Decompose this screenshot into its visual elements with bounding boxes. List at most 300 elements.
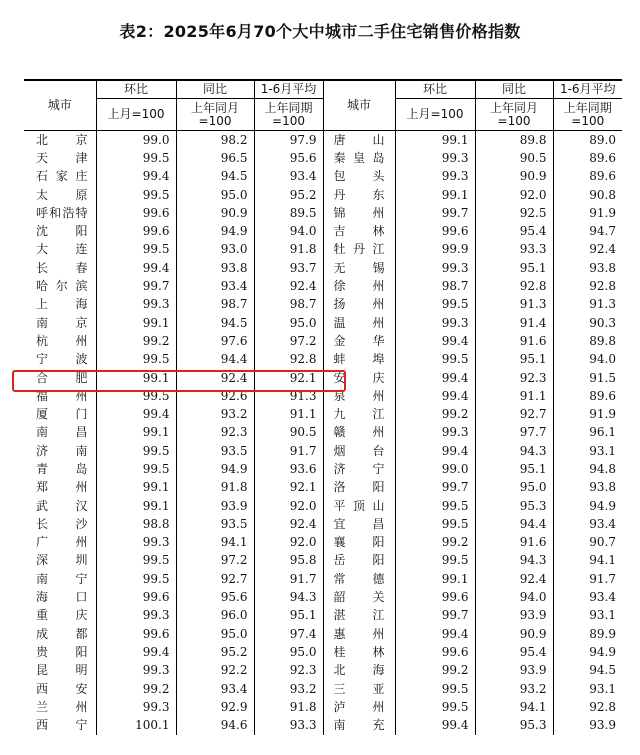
avg-cell-left: 91.7 <box>254 570 323 588</box>
table-row <box>24 222 622 240</box>
avg-cell-left: 97.9 <box>254 131 323 150</box>
avg-cell-left: 95.0 <box>254 643 323 661</box>
table-row <box>24 625 622 643</box>
avg-cell-right: 94.1 <box>553 552 622 570</box>
mom-cell-right: 99.5 <box>395 680 475 698</box>
city-cell-right: 三亚 <box>323 680 395 698</box>
table-row <box>24 168 622 186</box>
avg-cell-left: 90.5 <box>254 424 323 442</box>
avg-cell-right: 94.7 <box>553 222 622 240</box>
table-row <box>24 149 622 167</box>
city-cell-right: 襄阳 <box>323 534 395 552</box>
avg-cell-left: 94.0 <box>254 222 323 240</box>
yoy-cell-left: 90.9 <box>176 204 254 222</box>
avg-cell-left: 92.0 <box>254 497 323 515</box>
header-mom-right: 环比 <box>395 80 475 99</box>
city-cell-right: 扬州 <box>323 296 395 314</box>
table-row <box>24 607 622 625</box>
avg-cell-left: 92.1 <box>254 369 323 387</box>
mom-cell-right: 99.7 <box>395 607 475 625</box>
mom-cell-right: 99.5 <box>395 552 475 570</box>
avg-cell-left: 95.8 <box>254 552 323 570</box>
yoy-cell-right: 97.7 <box>475 424 553 442</box>
header-avg-base-left: 上年同期 =100 <box>254 99 323 131</box>
avg-cell-right: 91.5 <box>553 369 622 387</box>
city-cell-right: 济宁 <box>323 460 395 478</box>
yoy-cell-left: 93.9 <box>176 497 254 515</box>
city-cell-left: 西安 <box>36 681 88 696</box>
mom-cell-right: 99.9 <box>395 241 475 259</box>
city-cell-right: 北海 <box>323 662 395 680</box>
price-index-table <box>24 79 622 735</box>
city-cell-left: 石家庄 <box>36 169 88 184</box>
city-cell-left: 济南 <box>36 443 88 458</box>
mom-cell-right: 99.3 <box>395 259 475 277</box>
mom-cell-left: 99.3 <box>96 296 176 314</box>
city-cell-left: 深圳 <box>36 553 88 568</box>
mom-cell-right: 99.3 <box>395 149 475 167</box>
avg-cell-left: 89.5 <box>254 204 323 222</box>
city-cell-left: 青岛 <box>36 461 88 476</box>
mom-cell-right: 99.4 <box>395 625 475 643</box>
table-row <box>24 534 622 552</box>
mom-cell-right: 99.7 <box>395 479 475 497</box>
city-cell-left: 长沙 <box>36 516 88 531</box>
avg-cell-right: 93.1 <box>553 680 622 698</box>
header-yoy-left: 同比 <box>176 80 254 99</box>
yoy-cell-right: 91.6 <box>475 332 553 350</box>
mom-cell-left: 99.2 <box>96 332 176 350</box>
table-row <box>24 497 622 515</box>
table-header <box>24 80 622 131</box>
yoy-cell-left: 94.9 <box>176 222 254 240</box>
city-cell-right: 湛江 <box>323 607 395 625</box>
city-cell-right: 泸州 <box>323 698 395 716</box>
avg-cell-left: 98.7 <box>254 296 323 314</box>
header-city-left: 城市 <box>24 80 96 131</box>
city-cell-right: 牡丹江 <box>323 241 395 259</box>
highlight-box <box>12 370 346 392</box>
mom-cell-left: 99.5 <box>96 241 176 259</box>
avg-cell-right: 92.8 <box>553 277 622 295</box>
table-row <box>24 460 622 478</box>
mom-cell-left: 98.8 <box>96 515 176 533</box>
avg-cell-right: 94.9 <box>553 643 622 661</box>
table-row <box>24 680 622 698</box>
yoy-cell-right: 95.4 <box>475 222 553 240</box>
city-cell-right: 惠州 <box>323 625 395 643</box>
city-cell-right: 南充 <box>323 717 395 735</box>
city-cell-left: 兰州 <box>36 699 88 714</box>
avg-cell-left: 93.4 <box>254 168 323 186</box>
avg-cell-right: 89.9 <box>553 625 622 643</box>
city-cell-right: 韶关 <box>323 588 395 606</box>
yoy-cell-left: 94.4 <box>176 351 254 369</box>
mom-cell-right: 99.5 <box>395 497 475 515</box>
avg-cell-right: 91.7 <box>553 570 622 588</box>
city-cell-left: 大连 <box>36 242 88 257</box>
yoy-cell-left: 93.0 <box>176 241 254 259</box>
yoy-cell-right: 90.9 <box>475 625 553 643</box>
avg-cell-left: 95.1 <box>254 607 323 625</box>
table-row <box>24 241 622 259</box>
mom-cell-right: 99.2 <box>395 662 475 680</box>
city-cell-right: 烟台 <box>323 442 395 460</box>
mom-cell-left: 99.5 <box>96 442 176 460</box>
yoy-cell-right: 95.3 <box>475 497 553 515</box>
city-cell-left: 长春 <box>36 260 88 275</box>
avg-cell-right: 94.9 <box>553 497 622 515</box>
yoy-cell-right: 93.2 <box>475 680 553 698</box>
city-cell-right: 洛阳 <box>323 479 395 497</box>
city-cell-left: 南宁 <box>36 571 88 586</box>
avg-cell-right: 92.4 <box>553 241 622 259</box>
table-row <box>24 515 622 533</box>
city-cell-left: 杭州 <box>36 333 88 348</box>
avg-cell-right: 93.1 <box>553 442 622 460</box>
avg-cell-right: 89.6 <box>553 168 622 186</box>
avg-cell-left: 97.4 <box>254 625 323 643</box>
table-row <box>24 186 622 204</box>
mom-cell-left: 99.3 <box>96 662 176 680</box>
yoy-cell-right: 93.9 <box>475 662 553 680</box>
city-cell-left: 福州 <box>36 388 88 403</box>
city-cell-left: 贵阳 <box>36 644 88 659</box>
mom-cell-left: 99.3 <box>96 698 176 716</box>
table-row <box>24 131 622 150</box>
avg-cell-right: 93.8 <box>553 259 622 277</box>
city-cell-left: 上海 <box>36 297 88 312</box>
city-cell-right: 徐州 <box>323 277 395 295</box>
table-row <box>24 717 622 735</box>
yoy-cell-left: 91.8 <box>176 479 254 497</box>
table-row <box>24 662 622 680</box>
yoy-cell-left: 94.9 <box>176 460 254 478</box>
yoy-cell-right: 90.5 <box>475 149 553 167</box>
yoy-cell-left: 97.6 <box>176 332 254 350</box>
mom-cell-left: 99.6 <box>96 204 176 222</box>
table-row <box>24 643 622 661</box>
avg-cell-right: 93.1 <box>553 607 622 625</box>
mom-cell-left: 99.3 <box>96 534 176 552</box>
avg-cell-right: 89.6 <box>553 387 622 405</box>
yoy-cell-left: 93.8 <box>176 259 254 277</box>
avg-cell-right: 89.8 <box>553 332 622 350</box>
mom-cell-left: 99.1 <box>96 424 176 442</box>
yoy-cell-left: 95.6 <box>176 588 254 606</box>
city-cell-right: 丹东 <box>323 186 395 204</box>
mom-cell-right: 99.6 <box>395 588 475 606</box>
mom-cell-right: 99.6 <box>395 222 475 240</box>
mom-cell-right: 99.3 <box>395 168 475 186</box>
mom-cell-left: 99.1 <box>96 369 176 387</box>
avg-cell-right: 94.5 <box>553 662 622 680</box>
mom-cell-left: 99.1 <box>96 314 176 332</box>
yoy-cell-right: 94.3 <box>475 552 553 570</box>
header-yoy-base-left: 上年同月 =100 <box>176 99 254 131</box>
yoy-cell-left: 96.0 <box>176 607 254 625</box>
mom-cell-left: 99.4 <box>96 405 176 423</box>
avg-cell-left: 91.8 <box>254 698 323 716</box>
yoy-cell-left: 93.2 <box>176 405 254 423</box>
yoy-cell-left: 95.0 <box>176 625 254 643</box>
mom-cell-left: 99.5 <box>96 351 176 369</box>
avg-cell-left: 95.6 <box>254 149 323 167</box>
mom-cell-left: 99.1 <box>96 497 176 515</box>
table-row <box>24 442 622 460</box>
yoy-cell-left: 94.6 <box>176 717 254 735</box>
yoy-cell-right: 91.6 <box>475 534 553 552</box>
header-avg-base-right: 上年同期 =100 <box>553 99 622 131</box>
avg-cell-right: 91.9 <box>553 204 622 222</box>
yoy-cell-right: 91.1 <box>475 387 553 405</box>
city-cell-right: 宜昌 <box>323 515 395 533</box>
mom-cell-left: 99.6 <box>96 625 176 643</box>
avg-cell-right: 89.6 <box>553 149 622 167</box>
avg-cell-left: 95.2 <box>254 186 323 204</box>
avg-cell-right: 94.8 <box>553 460 622 478</box>
mom-cell-left: 99.5 <box>96 186 176 204</box>
avg-cell-left: 92.4 <box>254 277 323 295</box>
mom-cell-left: 100.1 <box>96 717 176 735</box>
avg-cell-right: 92.8 <box>553 698 622 716</box>
yoy-cell-left: 92.2 <box>176 662 254 680</box>
table-body <box>24 131 622 735</box>
mom-cell-right: 99.1 <box>395 131 475 150</box>
avg-cell-right: 93.9 <box>553 717 622 735</box>
mom-cell-right: 99.1 <box>395 186 475 204</box>
yoy-cell-left: 93.5 <box>176 515 254 533</box>
yoy-cell-right: 92.3 <box>475 369 553 387</box>
table-row <box>24 296 622 314</box>
city-cell-left: 天津 <box>36 150 88 165</box>
yoy-cell-right: 95.3 <box>475 717 553 735</box>
yoy-cell-left: 98.7 <box>176 296 254 314</box>
table-row <box>24 698 622 716</box>
table-row <box>24 552 622 570</box>
mom-cell-right: 99.4 <box>395 717 475 735</box>
yoy-cell-right: 89.8 <box>475 131 553 150</box>
mom-cell-right: 98.7 <box>395 277 475 295</box>
avg-cell-right: 90.7 <box>553 534 622 552</box>
mom-cell-left: 99.0 <box>96 131 176 150</box>
yoy-cell-right: 95.1 <box>475 460 553 478</box>
city-cell-right: 平顶山 <box>323 497 395 515</box>
avg-cell-left: 92.1 <box>254 479 323 497</box>
mom-cell-left: 99.6 <box>96 588 176 606</box>
header-yoy-base-right: 上年同月 =100 <box>475 99 553 131</box>
mom-cell-left: 99.5 <box>96 387 176 405</box>
mom-cell-right: 99.2 <box>395 534 475 552</box>
yoy-cell-right: 93.3 <box>475 241 553 259</box>
city-cell-left: 成都 <box>36 626 88 641</box>
yoy-cell-left: 96.5 <box>176 149 254 167</box>
city-cell-right: 安庆 <box>323 369 395 387</box>
mom-cell-left: 99.6 <box>96 222 176 240</box>
header-city-right: 城市 <box>323 80 395 131</box>
header-mom-base-right: 上月=100 <box>395 99 475 131</box>
yoy-cell-left: 92.7 <box>176 570 254 588</box>
avg-cell-right: 91.3 <box>553 296 622 314</box>
city-cell-left: 南京 <box>36 315 88 330</box>
mom-cell-left: 99.2 <box>96 680 176 698</box>
yoy-cell-right: 91.3 <box>475 296 553 314</box>
mom-cell-right: 99.4 <box>395 387 475 405</box>
yoy-cell-right: 92.5 <box>475 204 553 222</box>
avg-cell-right: 93.4 <box>553 588 622 606</box>
mom-cell-right: 99.1 <box>395 570 475 588</box>
city-cell-right: 赣州 <box>323 424 395 442</box>
avg-cell-left: 94.3 <box>254 588 323 606</box>
city-cell-right: 泉州 <box>323 387 395 405</box>
city-cell-left: 厦门 <box>36 407 88 422</box>
yoy-cell-right: 91.4 <box>475 314 553 332</box>
city-cell-right: 桂林 <box>323 643 395 661</box>
yoy-cell-left: 92.9 <box>176 698 254 716</box>
yoy-cell-right: 94.4 <box>475 515 553 533</box>
yoy-cell-right: 92.4 <box>475 570 553 588</box>
avg-cell-right: 93.8 <box>553 479 622 497</box>
yoy-cell-right: 95.1 <box>475 259 553 277</box>
yoy-cell-right: 95.1 <box>475 351 553 369</box>
avg-cell-left: 93.2 <box>254 680 323 698</box>
mom-cell-right: 99.2 <box>395 405 475 423</box>
city-cell-left: 太原 <box>36 187 88 202</box>
mom-cell-left: 99.7 <box>96 277 176 295</box>
avg-cell-right: 89.0 <box>553 131 622 150</box>
header-yoy-right: 同比 <box>475 80 553 99</box>
yoy-cell-left: 92.4 <box>176 369 254 387</box>
city-cell-left: 西宁 <box>36 718 88 733</box>
mom-cell-right: 99.7 <box>395 204 475 222</box>
price-index-table-container <box>24 79 622 755</box>
mom-cell-left: 99.4 <box>96 168 176 186</box>
mom-cell-left: 99.5 <box>96 552 176 570</box>
mom-cell-left: 99.5 <box>96 460 176 478</box>
mom-cell-left: 99.3 <box>96 607 176 625</box>
mom-cell-right: 99.4 <box>395 369 475 387</box>
yoy-cell-left: 94.5 <box>176 168 254 186</box>
table-row <box>24 351 622 369</box>
avg-cell-left: 93.3 <box>254 717 323 735</box>
city-cell-right: 温州 <box>323 314 395 332</box>
mom-cell-right: 99.0 <box>395 460 475 478</box>
avg-cell-right: 90.3 <box>553 314 622 332</box>
yoy-cell-left: 93.5 <box>176 442 254 460</box>
city-cell-left: 广州 <box>36 535 88 550</box>
header-mom-base-left: 上月=100 <box>96 99 176 131</box>
yoy-cell-left: 95.0 <box>176 186 254 204</box>
mom-cell-right: 99.5 <box>395 351 475 369</box>
header-avg-left: 1-6月平均 <box>254 80 323 99</box>
avg-cell-right: 94.0 <box>553 351 622 369</box>
avg-cell-left: 93.7 <box>254 259 323 277</box>
yoy-cell-left: 93.4 <box>176 680 254 698</box>
header-avg-right: 1-6月平均 <box>553 80 622 99</box>
table-row <box>24 424 622 442</box>
header-mom-left: 环比 <box>96 80 176 99</box>
city-cell-left: 合肥 <box>36 370 88 385</box>
avg-cell-left: 92.3 <box>254 662 323 680</box>
mom-cell-left: 99.4 <box>96 643 176 661</box>
mom-cell-right: 99.6 <box>395 643 475 661</box>
city-cell-right: 九江 <box>323 405 395 423</box>
avg-cell-left: 91.1 <box>254 405 323 423</box>
avg-cell-left: 91.3 <box>254 387 323 405</box>
avg-cell-right: 90.8 <box>553 186 622 204</box>
yoy-cell-left: 98.2 <box>176 131 254 150</box>
city-cell-left: 昆明 <box>36 663 88 678</box>
city-cell-right: 常德 <box>323 570 395 588</box>
avg-cell-left: 92.4 <box>254 515 323 533</box>
mom-cell-right: 99.3 <box>395 314 475 332</box>
city-cell-left: 沈阳 <box>36 224 88 239</box>
yoy-cell-left: 92.6 <box>176 387 254 405</box>
yoy-cell-right: 94.1 <box>475 698 553 716</box>
city-cell-left: 北京 <box>36 132 88 147</box>
city-cell-left: 哈尔滨 <box>36 279 88 294</box>
table-row <box>24 479 622 497</box>
city-cell-right: 吉林 <box>323 222 395 240</box>
yoy-cell-right: 92.0 <box>475 186 553 204</box>
table-row <box>24 405 622 423</box>
mom-cell-right: 99.5 <box>395 515 475 533</box>
city-cell-right: 蚌埠 <box>323 351 395 369</box>
avg-cell-left: 95.0 <box>254 314 323 332</box>
table-row <box>24 570 622 588</box>
city-cell-left: 海口 <box>36 590 88 605</box>
city-cell-right: 锦州 <box>323 204 395 222</box>
city-cell-left: 呼和浩特 <box>36 205 88 220</box>
mom-cell-left: 99.5 <box>96 570 176 588</box>
city-cell-left: 郑州 <box>36 480 88 495</box>
avg-cell-left: 91.8 <box>254 241 323 259</box>
mom-cell-left: 99.4 <box>96 259 176 277</box>
yoy-cell-left: 97.2 <box>176 552 254 570</box>
city-cell-left: 南昌 <box>36 425 88 440</box>
avg-cell-left: 91.7 <box>254 442 323 460</box>
table-row <box>24 314 622 332</box>
yoy-cell-right: 95.4 <box>475 643 553 661</box>
city-cell-right: 无锡 <box>323 259 395 277</box>
yoy-cell-right: 92.7 <box>475 405 553 423</box>
city-cell-left: 宁波 <box>36 352 88 367</box>
mom-cell-right: 99.3 <box>395 424 475 442</box>
yoy-cell-left: 94.5 <box>176 314 254 332</box>
table-row <box>24 588 622 606</box>
city-cell-right: 包头 <box>323 168 395 186</box>
table-row <box>24 204 622 222</box>
mom-cell-left: 99.1 <box>96 479 176 497</box>
yoy-cell-right: 95.0 <box>475 479 553 497</box>
city-cell-right: 秦皇岛 <box>323 149 395 167</box>
table-row <box>24 259 622 277</box>
yoy-cell-left: 95.2 <box>176 643 254 661</box>
yoy-cell-left: 92.3 <box>176 424 254 442</box>
avg-cell-left: 92.0 <box>254 534 323 552</box>
city-cell-right: 金华 <box>323 332 395 350</box>
avg-cell-right: 91.9 <box>553 405 622 423</box>
yoy-cell-right: 92.8 <box>475 277 553 295</box>
yoy-cell-left: 94.1 <box>176 534 254 552</box>
avg-cell-left: 93.6 <box>254 460 323 478</box>
city-cell-right: 岳阳 <box>323 552 395 570</box>
mom-cell-right: 99.4 <box>395 332 475 350</box>
city-cell-left: 武汉 <box>36 498 88 513</box>
table-row <box>24 277 622 295</box>
mom-cell-right: 99.5 <box>395 296 475 314</box>
avg-cell-left: 92.8 <box>254 351 323 369</box>
